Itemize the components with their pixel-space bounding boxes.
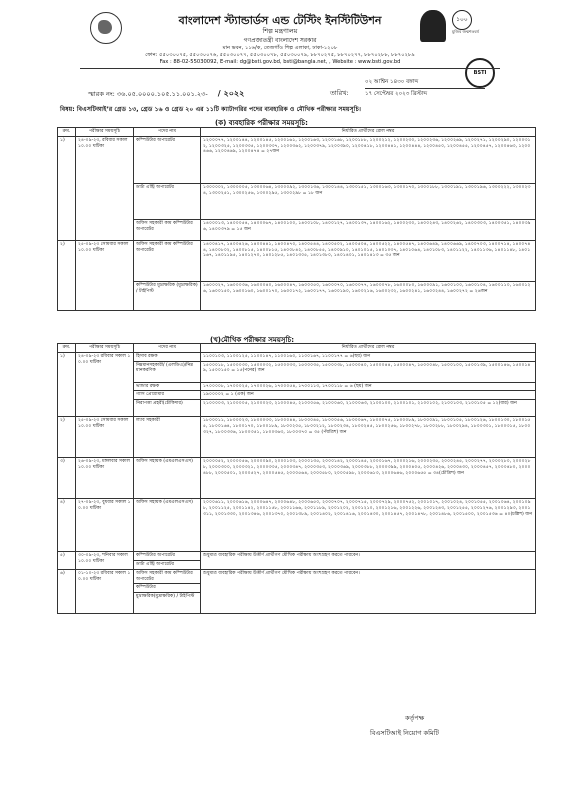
table-header-row <box>58 344 536 353</box>
col-roll: নির্ধারিত প্রার্থীদের রোল নম্বর <box>201 344 536 353</box>
roll-cell: ১১০০১০৩, ১১০০১২৫, ১১০০১৪৭, ১১০০১৬০, ১১০০১৬৭, ১১০০১৭৭ = ৬(ছয়) জন <box>201 352 536 361</box>
roll-cell: ১৪০০৪১৭, ১৪০০৪২৬, ১৪০০৪৪১, ১৪০০৪৭০, ১৪০০৫৪৪, ১৪০০৫০২, ১৪০০৫০৪, ১৪০০৫২২, ১৪০০৫৪৭, ১৪০০৬৪৯, ১৪০০৬৬৯, ১৪০০৭০৩, ১৪০০৭১৪, ১৪০০৭৪৪, ১৪০০৮০২, ১৪০০৮১৫, ১৪০০৮১৫, ১৪০০৮৪২, ১৪০০৮৫৫, ১৪০০৯১০, ১৪০১০১৫, ১৪০১০৩৭, ১৪০১০৬৪, ১৪০১০৮৩, ১৪০১১২২, ১৪০১১৩৬, ১৪০১১৪৮, ১৪০১১৬৭, ১৪০১১৯৫, ১৪০১২৭০, ১৪০১২৮৫, ১৪০১৩০৫, ১৪০১৩৮০, ১৪০১৪০১, ১৪০১৪১৩ = ৩৫ জন <box>201 240 536 281</box>
post-cell: অফিস সহকারী কাম কম্পিউটার অপারেটর <box>134 219 201 240</box>
memo-number <box>88 88 244 101</box>
table-row <box>58 417 536 458</box>
table-header-row <box>58 128 536 137</box>
roll-cell: শুধুমাত্র ব্যবহারিক পরীক্ষায় উত্তীর্ণ প্রার্থীগণ মৌখিক পরীক্ষায় অংশগ্রহণ করতে পারবেন। <box>201 552 536 570</box>
subject-line: বিষয়: বিএসটিআই’র গ্রেড ১৩, গ্রেড ১৬ ও গ্রেড ২০ এর ১১টি ক্যাটাগরির পদের ব্যবহারিক ও মৌখিক পরীক্ষার সময়সূচি। <box>60 106 361 113</box>
header-divider <box>80 68 500 69</box>
col-serial: ক্রম. <box>58 344 76 353</box>
post-cell: ডাটা এন্ট্রি অপারেটর <box>134 560 201 569</box>
post-cell: কম্পিউটার অপারেটর <box>134 136 201 183</box>
section-ka-title: (ক) ব্যবহারিক পরীক্ষার সময়সূচি: <box>215 119 308 127</box>
roll-cell: ১৪০০০১৩, ১৪০০০৫৪, ১৪০০০৬৭, ১৪০০১০০, ১৪০০১০৮, ১৪০০১২৭, ১৪০০১৩৭, ১৪০০১৬২, ১৪০০২৩০, ১৪০০২৪৩, ১৪০০২৬২, ১৪০০৩০৩, ১৪০০৩৫১, ১৪০০৩৯৬, ১৪০০৩৭৯ = ১৫ জন <box>201 219 536 240</box>
roll-cell: ১৯০০০০২ = ১ (এক) জন <box>201 391 536 400</box>
date-cell: ০১-১০-২৩ রবিবার সকাল ১০.০০ ঘটিকা <box>76 569 134 613</box>
post-cell: গ্যাস প্রোগ্রামার <box>134 391 201 400</box>
government-seal-icon <box>90 12 122 44</box>
roll-cell: ২১০০০০৩, ২১০০০০৫, ২১০০০২৩, ২১০০০৪৫, ২১০০০৫৬, ২১০০০৬০, ২১০০০৬৩, ২১০০১০০, ২১০০১০১, ২১০০১০২, ২১০০১০৩, ২১০০১০৫ = ১২(বার) জন <box>201 400 536 417</box>
date-cell: ২৭-০৯-২৩, বুধবার সকাল ১০.০০ ঘটিকা <box>76 499 134 552</box>
table-row <box>58 569 536 584</box>
date-cell: ২৪-০৯-২৩, রবিবার সকাল ১০.০০ ঘটিকা <box>76 136 134 240</box>
org-name: বাংলাদেশ স্ট্যান্ডার্ডস এন্ড টেস্টিং ইনস্টিটিউশন <box>178 14 382 27</box>
post-cell: হিসাব রক্ষক <box>134 352 201 361</box>
roll-cell: ১৭০০০০৮, ১৭০০০২৫, ১৭০০০২৬, ১৭০০০৫৪, ১৭০০১১৩, ১৭০০১১৮ = ৬ (ছয়) জন <box>201 382 536 391</box>
date-cell: ২৬-০৯-২৩, মঙ্গলবার সকাল ১০.০০ ঘটিকা <box>76 458 134 499</box>
col-post: পদের নাম <box>134 128 201 137</box>
date-label: তারিখ: <box>330 89 349 97</box>
serial-cell: ৬) <box>58 569 76 613</box>
post-cell: ভান্ডার রক্ষক <box>134 382 201 391</box>
memo-handwritten-number: / ২০২২ <box>217 89 245 98</box>
date-cell: ২৫-০৯-২৩ সোমবার সকাল ১০.০০ ঘটিকা <box>76 240 134 310</box>
viva-exam-table <box>57 343 536 614</box>
roll-cell: ২০০০০৫২, ২০০০০৫৬, ২০০০০৯০, ২০০০১০৩, ২০০০১৩৫, ২০০০১৪২, ২০০০১৪৫, ২০০০১৬৭, ২০০০২১৬, ২০০০২৩৫, ২০০০২৪৫, ২০০০২৭৭, ২০০০২৮০, ২০০০২৮৮, ২০০০৩০০, ২০০০৩২১, ২০০০৩৩৫, ২০০০৩৪৭, ২০০০৩৫৩, ২০০০৩৬৯, ২০০০৩৮৮, ২০০০৩৯৯, ২০০০৪০৫, ২০০০৪২৬, ২০০০৪৩০, ২০০০৪৫৭, ২০০০৪৮০, ২০০০৪৮৮, ২০০০৫০১, ২০০০৫২৭, ২০০০৫৪৫, ২০০০৫৬৪, ২০০০৫৮০, ২০০০৫৯৮, ২০০০৬১৩, ২০০০৬৪৬, ২০০০৬৫৫ = ৩৪(চৌত্রিশ) জন <box>201 458 536 499</box>
serial-cell: ৩) <box>58 458 76 499</box>
serial-cell: ২) <box>58 417 76 458</box>
roll-cell: ১৫০০০১৮, ১৫০০০৩০, ১৫০০০৩২, ১৫০০০৩৩, ১৫০০০৩৫, ১৫০০০৩৮, ১৫০০০৪০, ১৫০০০৪৪, ১৫০০০৪৭, ১৫০০০৪৮, ১৫০০১০০, ১৫০০১৩৯, ১৫০০১৪৬, ১৫০০১৪৯, ১৫০০১৫০ = ১৫(পনের) জন <box>201 361 536 382</box>
post-cell: নিরাপত্তা প্রহরী(চৌকিদার) <box>134 400 201 417</box>
table-row <box>58 136 536 183</box>
roll-cell: শুধুমাত্র ব্যবহারিক পরীক্ষায় উত্তীর্ণ প্রার্থীগণ মৌখিক পরীক্ষায় অংশগ্রহণ করতে পারবেন। <box>201 569 536 613</box>
col-date-time: পরীক্ষার সময়সূচি <box>76 128 134 137</box>
contact-line: Fax : 88-02-55030092, E-mail: dg@bsti.gov.bd, bsti@bangla.net, , Website : www.bsti.gov.bd <box>159 59 401 65</box>
phone-line: ফোন: ৫৫০৩০০৭৫, ৫৫০৩০০৭৬, ৫৫০৩০০৭৭, ৫৫০৩০০৭৮, ৫৫০৩০০৭৯, ৮৮৭০২৭৫, ৮৮৭০২৭৭, ৮৮৭০২৮৮, ৮৮৭০২৮৯ <box>145 52 415 58</box>
date-cell: ৩০-০৯-২৩, শনিবার সকাল ১০.০০ ঘটিকা <box>76 552 134 570</box>
post-cell: ল্যাব সহকারী <box>134 417 201 458</box>
date-cell: ২৪-০৯-২৩ রবিবার সকাল ১০.০০ ঘটিকা <box>76 352 134 416</box>
table-row <box>58 240 536 281</box>
table-row <box>58 499 536 552</box>
serial-cell: ৫) <box>58 552 76 570</box>
post-cell: নিম্নমানসহকারী/ (এলডিএ)/নিম্নমানকরণিক <box>134 361 201 382</box>
memo-code: ৩৬.০৫.০০০০.১০৫.১১.০০১.২৩- <box>116 90 208 98</box>
post-cell: কম্পিউটার <box>134 584 201 593</box>
serial-cell: ১) <box>58 352 76 416</box>
post-cell: ডাটা এন্ট্রি অপারেটর <box>134 183 201 219</box>
roll-cell: ১২০০০৭৭, ১২০০১৪৪, ১২০০১৪৫, ১২০০১৬১, ১২০০১৬৩, ১২০০১৬৮, ১২০০১৮৮, ১২০০২১২, ১২০০২৩০, ১২০০২৩৬, ১২০০২৬৯, ১২০০২৭১, ১২০০২৯০, ১২০০৩১২, ১২০০৩২৫, ১২০০৩৩৫, ১২০০৩৩৭, ১২০০৩৬২, ১২০০৩৭৯, ১২০০৩৯০, ১২০০৪১৮, ১২০০৪৪১, ১২০০৪৪৪, ১২০০৪৫০, ১২০০৪৫৫, ১২০০৪৫৭, ১২০০৪৬৩, ১২০০৪৬৬, ১২০০৪৬৯, ১২০০৪৭৪ = ২৭জন <box>201 136 536 183</box>
ministry-name: শিল্প মন্ত্রণালয় <box>262 27 298 35</box>
post-cell: কম্পিউটার মুদ্রাক্ষরিক (মুদ্রাক্ষরিক) / টাইপিস্ট <box>134 281 201 310</box>
roll-cell: ২০০০৬১১, ২০০০৬১৬, ২০০০৬৪৭, ২০০০৬৪৮, ২০০০৬৫০, ২০০০৭০৭, ২০০০৭১৫, ২০০০৭২৯, ২০০০৭৫২, ২০০১০১৭, ২০০১০২৪, ২০০১০৫৫, ২০০১০৬৪, ২০০১০৯৮, ২০০১১২৫, ২০০১১৪২, ২০০১১৫৮, ২০০১১৬৬, ২০০১১৮৯, ২০০১২০২, ২০০১২১০, ২০০১২১৬, ২০০১২২৬, ২০০১২৪৩, ২০০১২৫৫, ২০০১২৭৬, ২০০১২৯৩, ২০০১৩১১, ২০০১৩৩০, ২০০১৩৪৬, ২০০১৩৭০, ২০০১৩৮৯, ২০০১৪০২, ২০০১৪১৬, ২০০১৪৩০, ২০০১৪৫৭, ২০০১৪৭৮, ২০০১৪৮৬, ২০০১৫০০, ২০০১৫৩৬ = ৪০(চল্লিশ) জন <box>201 499 536 552</box>
serial-cell: ১) <box>58 136 76 240</box>
post-cell: কম্পিউটার অপারেটর <box>134 552 201 561</box>
table-row <box>58 552 536 561</box>
col-roll: নির্ধারিত প্রার্থীদের রোল নম্বর <box>201 128 536 137</box>
col-post: পদের নাম <box>134 344 201 353</box>
table-row <box>58 352 536 361</box>
post-cell: অফিস সহায়ক (এমএলএসএস) <box>134 499 201 552</box>
mujib-centenary-badge <box>452 10 500 40</box>
col-serial: ক্রম. <box>58 128 76 137</box>
date-gregorian: ১৭ সেপ্টেম্বর ২০২৩ খ্রিস্টাব্দ <box>365 91 428 97</box>
roll-cell: ১৮০০০১১, ১৮০০০২৩, ১৮০০০৩৩, ১৮০০০৪৪, ১৮০০০৪৫, ১৮০০০৫৬, ১৮০০০৬৭, ১৮০০০৭৫, ১৮০০০৮৯, ১৮০০০৯১, ১৮০০১০৫, ১৮০০১২৬, ১৮০০১৩০, ১৮০০১৫৫, ১৮০০১৬৪, ১৮০০১৭০, ১৮০০১৮৯, ১৮০০২০৫, ১৮০০২১২, ১৮০০২৩৪, ১৮০০২৪৫, ১৮০০২৫৬, ১৮০০২৭৮, ১৮০০২৮৮, ১৮০০২৯৪, ১৮০০৩০১, ১৮০০৩১৫, ১৮০০৩২৭, ১৮০০৩৩৬, ১৮০০৩৫১, ১৮০০৩৬৩, ১৮০০৩৭০ = ৩৫ (পঁয়ত্রিশ) জন <box>201 417 536 458</box>
government-name: গণপ্রজাতন্ত্রী বাংলাদেশ সরকার <box>243 37 317 44</box>
roll-cell: ১৩০০০০২, ১৩০০০০৫, ১৩০০০৬৪, ১৩০০০৯২, ১৩০০১৩৬, ১৩০০১৪৪, ১৩০০১৫১, ১৩০০১৬৩, ১৩০০১৭০, ১৩০০১৮৮, ১৩০০১৯১, ১৩০০১৯৬, ১৩০০২২২, ১৩০০২৩৪, ১৩০০২৫১, ১৩০০২৫৬, ১৩০০২৯৫, ১৩০০২৯৮ = ১৮ জন <box>201 183 536 219</box>
post-cell: অফিস সহায়ক (এমএলএসএস) <box>134 458 201 499</box>
authority-label: কর্তৃপক্ষ <box>405 714 425 722</box>
practical-exam-table <box>57 127 536 311</box>
serial-cell: ৪) <box>58 499 76 552</box>
date-bangla: ০২ আশ্বিন ১৪৩০ বঙ্গাব্দ <box>365 79 485 89</box>
address-line: মান ভবন, ১১৬/ক, তেজগাঁও শিল্প এলাকা, ঢাকা-১২০৮ <box>222 45 338 51</box>
post-cell: অফিস সহকারী কাম কম্পিউটার অপারেটর <box>134 569 201 584</box>
col-date-time: পরীক্ষার সময়সূচি <box>76 344 134 353</box>
memo-label: স্মারক নং: <box>88 90 115 98</box>
table-row <box>58 458 536 499</box>
serial-cell: ২) <box>58 240 76 310</box>
post-cell: মুদ্রাক্ষরিক(মুদ্রাক্ষরিক) / টাইপিস্ট <box>134 593 201 614</box>
date-cell: ২৫-০৯-২৩ সোমবার সকাল ১০.০০ ঘটিকা <box>76 417 134 458</box>
roll-cell: ১৬০০০২৭, ১৬০০০৩৬, ১৬০০০৪০, ১৬০০০৪৭, ১৬০০০৫০, ১৬০০০৭০, ১৬০০০৭৭, ১৬০০০৭৮, ১৬০০০৮০, ১৬০০০৯১, ১৬০০১০০, ১৬০০১০৪, ১৬০০১১০, ১৬০০১২৬, ১৬০০১৫০, ১৬০০১৬০, ১৬০০১৭০, ১৬০০১৭২, ১৬০০১৭৭, ১৬০০১৯০, ১৬০০২১৬, ১৬০০২৩২, ১৬০০২৪১, ১৬০০২৪৪, ১৬০০২৭২ = ২৬জন <box>201 281 536 310</box>
committee-name: বিএসটিআই নিয়োগ কমিটি <box>370 729 439 737</box>
section-kha-title: (খ)মৌখিক পরীক্ষার সময়সূচি: <box>210 336 295 344</box>
bsti-logo-icon: BSTI <box>465 58 495 88</box>
mujib-100-logo: ১০০ <box>452 10 472 30</box>
badge-caption: মুজিব জন্মশতবর্ষ <box>452 29 479 34</box>
post-cell: অফিস সহকারী কাম কম্পিউটার অপারেটর <box>134 240 201 281</box>
